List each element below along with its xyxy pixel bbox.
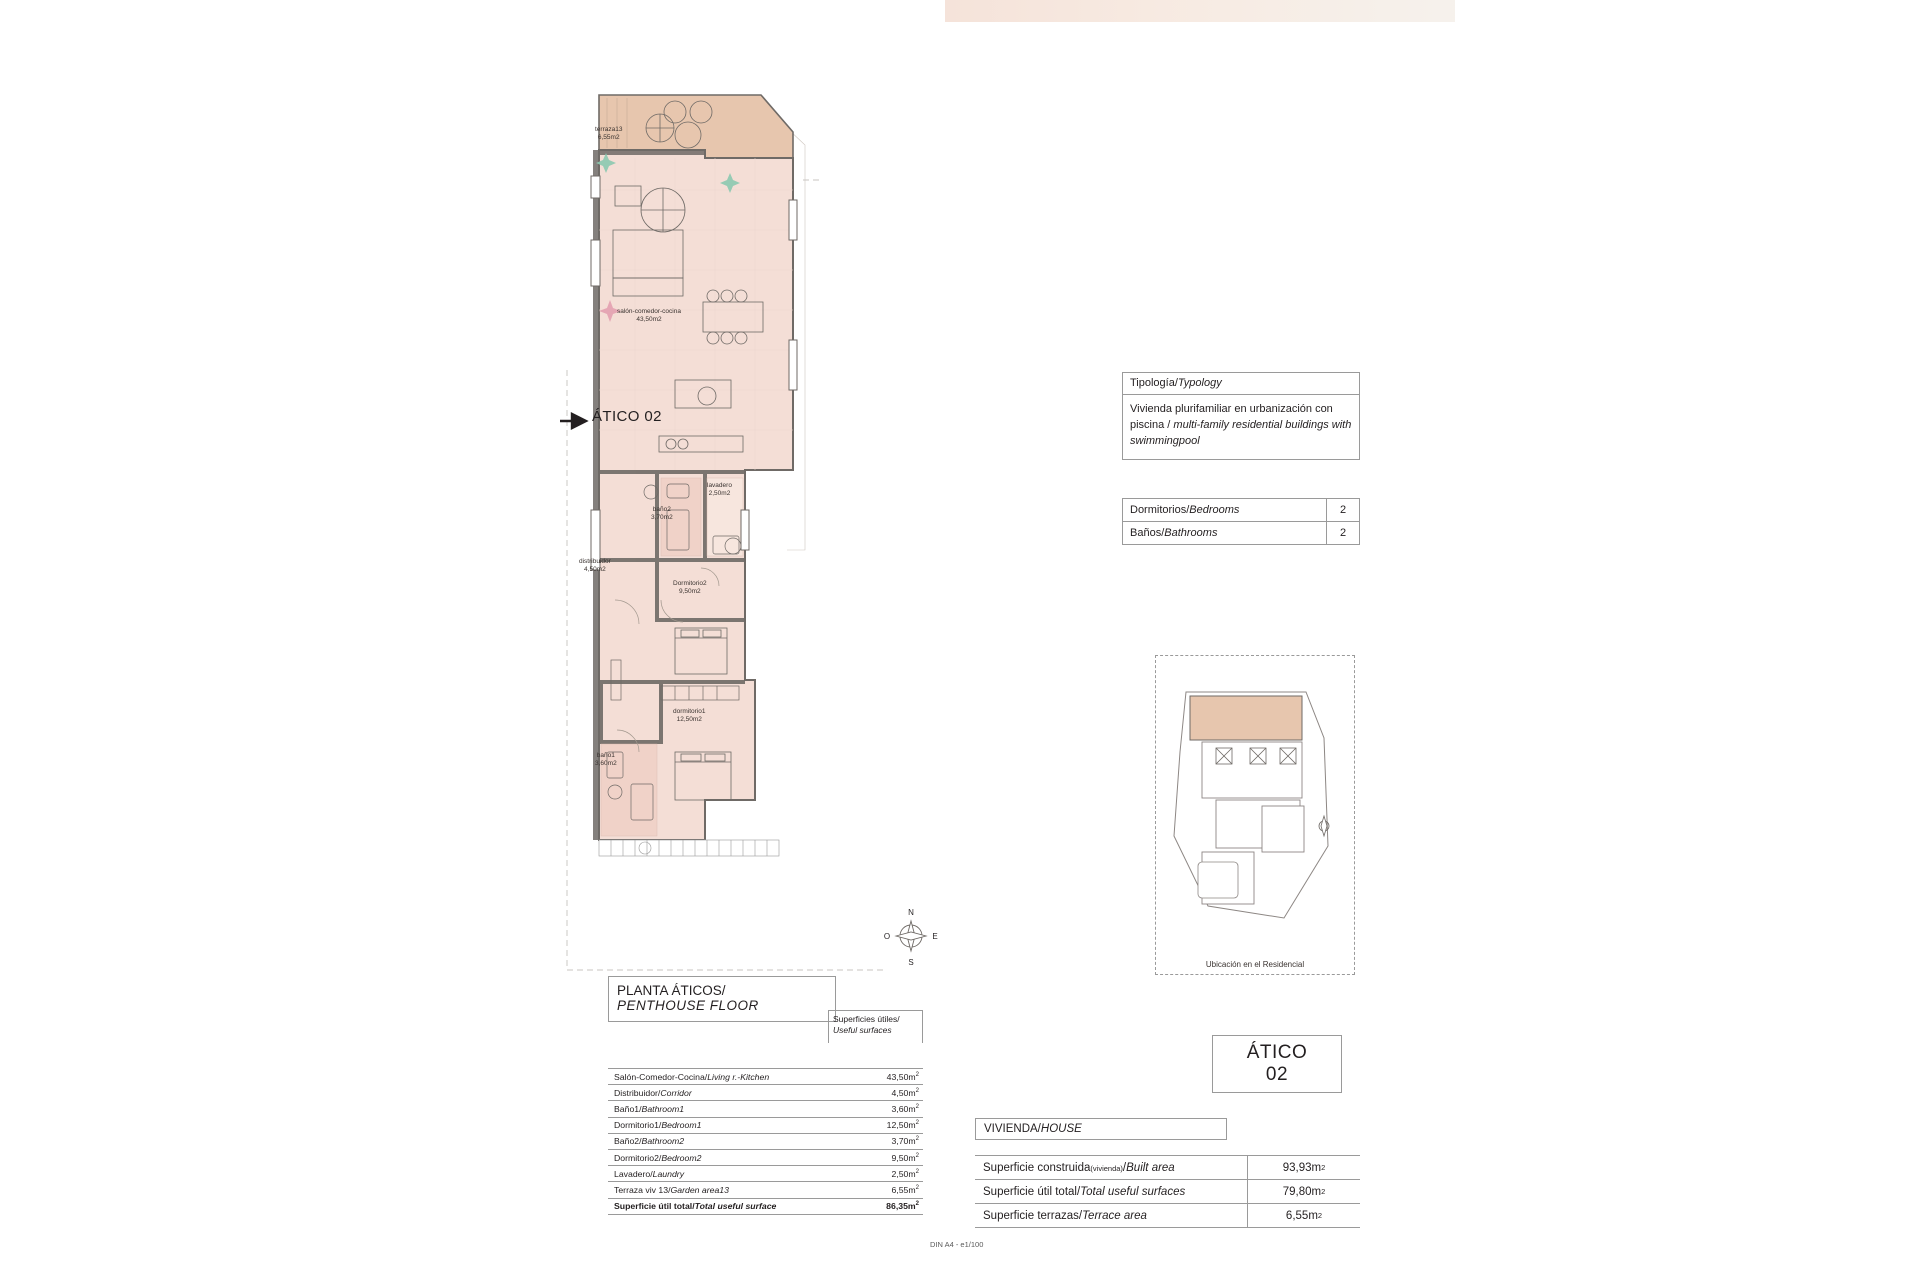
- plan-entry-label: ÁTICO 02: [592, 408, 662, 425]
- table-row: [608, 1134, 923, 1150]
- floor-plan-drawing: [555, 40, 975, 980]
- floor-title-box: [608, 976, 836, 1022]
- total-value: $86,35m^2$: [886, 1201, 919, 1212]
- table-row: [608, 1069, 923, 1085]
- typology-text-es: Vivienda plurifamiliar en urbanización con piscina /: [1130, 403, 1333, 431]
- row-name-es: Salón-Comedor-Cocina/: [614, 1071, 708, 1082]
- row-name-en: Bathroom1: [641, 1103, 685, 1114]
- terrace-area: [599, 95, 793, 158]
- floor-title-en: PENTHOUSE FLOOR: [617, 998, 759, 1013]
- count-row-bathrooms: [1123, 522, 1359, 545]
- highlighted-unit: [1190, 696, 1302, 740]
- row-name-en: Bedroom1: [661, 1120, 702, 1131]
- summary-value-terrace-area: 6,55 m 2: [1247, 1204, 1360, 1227]
- table-row: [608, 1150, 923, 1166]
- useful-surfaces-header-en: Useful surfaces: [833, 1025, 892, 1036]
- row-value: $2,50m^2$: [891, 1168, 919, 1179]
- row-name-es: Dormitorio1/: [614, 1120, 662, 1131]
- table-row: [608, 1182, 923, 1198]
- typology-counts: [1122, 498, 1360, 545]
- summary-name-en: Terrace area: [1082, 1209, 1147, 1222]
- room-label-distribuidor: distribuidor 4,50m2: [579, 558, 611, 574]
- key-plan-caption: Ubicación en el Residencial: [1205, 960, 1305, 969]
- row-name-en: Garden area13: [670, 1184, 729, 1195]
- top-banner-decoration: [945, 0, 1455, 22]
- floor-title-es: PLANTA ÁTICOS/: [617, 983, 726, 998]
- location-key-plan: [1155, 655, 1355, 975]
- compass-icon: [880, 905, 942, 967]
- table-row: [608, 1085, 923, 1101]
- summary-value-useful-area: 79,80 m 2: [1247, 1180, 1360, 1203]
- summary-row-useful-area: [975, 1180, 1360, 1204]
- count-label-es: Dormitorios/: [1130, 504, 1190, 516]
- unit-title-line2: 02: [1265, 1064, 1289, 1085]
- row-name-es: Dormitorio2/: [614, 1152, 662, 1163]
- floor-plan: [555, 40, 975, 980]
- summary-name-es: Superficie terrazas/: [983, 1209, 1083, 1222]
- room-label-lavadero: lavadero 2,50m2: [707, 482, 732, 498]
- row-name-en: Bathroom2: [641, 1136, 685, 1147]
- typology-text-en: multi-family residential buildings with swimmingpool: [1130, 418, 1352, 447]
- row-name-en: Bedroom2: [661, 1152, 702, 1163]
- summary-name-es: Superficie útil total/: [983, 1185, 1081, 1198]
- svg-text:S: S: [908, 958, 914, 967]
- room-label-bano1: baño1 3,60m2: [595, 752, 617, 768]
- table-row: [608, 1166, 923, 1182]
- row-name-es: Lavadero/: [614, 1168, 653, 1179]
- unit-title-line1: ÁTICO: [1246, 1042, 1308, 1063]
- total-name-es: Superficie útil total/: [614, 1201, 695, 1212]
- summary-value-built-area: 93,93 m 2: [1247, 1156, 1360, 1179]
- room-label-dormitorio1: dormitorio1 12,50m2: [673, 708, 706, 724]
- svg-text:E: E: [932, 932, 938, 941]
- table-row-total: [608, 1199, 923, 1215]
- key-plan-drawing: [1156, 656, 1354, 956]
- summary-name-en: Total useful surfaces: [1080, 1185, 1186, 1198]
- room-label-terraza13: terraza13 6,55m2: [595, 126, 623, 142]
- table-row: [608, 1101, 923, 1117]
- row-value: $6,55m^2$: [891, 1184, 919, 1195]
- room-label-dormitorio2: Dormitorio2 9,50m2: [673, 580, 707, 596]
- house-header-en: HOUSE: [1040, 1123, 1082, 1135]
- summary-name-sep: /: [1122, 1161, 1127, 1174]
- count-label-es: Baños/: [1130, 527, 1165, 539]
- count-label-en: Bathrooms: [1164, 527, 1218, 539]
- row-value: $9,50m^2$: [891, 1152, 919, 1163]
- entry-arrow-icon: [560, 412, 590, 430]
- row-name-en: Laundry: [652, 1168, 685, 1179]
- row-name-es: Baño2/: [614, 1136, 642, 1147]
- room-label-salon: salón-comedor-cocina 43,50m2: [617, 308, 681, 324]
- typology-header-es: Tipología/: [1130, 377, 1178, 389]
- total-name-en: Total useful surface: [694, 1201, 777, 1212]
- row-name-es: Baño1/: [614, 1103, 642, 1114]
- useful-surfaces-header-es: Superficies útiles/: [833, 1014, 900, 1024]
- row-name-en: Corridor: [660, 1087, 692, 1098]
- useful-surfaces-header: [828, 1010, 923, 1043]
- svg-text:O: O: [883, 932, 891, 941]
- unit-summary-table: [975, 1155, 1360, 1228]
- typology-header-en: Typology: [1177, 377, 1222, 389]
- summary-name-en: Built area: [1126, 1161, 1175, 1174]
- svg-text:N: N: [908, 908, 914, 917]
- row-name-en: Living r.-Kitchen: [707, 1071, 770, 1082]
- house-header-es: VIVIENDA/: [984, 1123, 1041, 1135]
- scale-note: DIN A4 - e1/100: [930, 1240, 984, 1249]
- row-value: $43,50m^2$: [886, 1071, 919, 1082]
- count-value-bedrooms: 2: [1326, 499, 1359, 521]
- useful-surfaces-table: [608, 1068, 923, 1215]
- row-value: $4,50m^2$: [891, 1087, 919, 1098]
- summary-name-es: Superficie construida: [983, 1161, 1091, 1174]
- row-name-es: Distribuidor/: [614, 1087, 661, 1098]
- row-name-es: Terraza viv 13/: [614, 1184, 671, 1195]
- count-value-bathrooms: 2: [1326, 522, 1359, 544]
- summary-row-terrace-area: [975, 1204, 1360, 1228]
- row-value: $3,70m^2$: [891, 1136, 919, 1147]
- table-row: [608, 1118, 923, 1134]
- count-row-bedrooms: [1123, 499, 1359, 522]
- summary-name-qualifier: (vivienda): [1090, 1163, 1123, 1173]
- count-label-en: Bedrooms: [1189, 504, 1240, 516]
- room-label-bano2: baño2 3,70m2: [651, 506, 673, 522]
- house-header: [975, 1118, 1227, 1140]
- row-value: $3,60m^2$: [891, 1103, 919, 1114]
- summary-row-built-area: [975, 1156, 1360, 1180]
- typology-block: [1122, 372, 1360, 460]
- typology-header: [1122, 372, 1360, 394]
- row-value: $12,50m^2$: [886, 1120, 919, 1131]
- typology-body: [1122, 394, 1360, 460]
- unit-title-box: [1212, 1035, 1342, 1093]
